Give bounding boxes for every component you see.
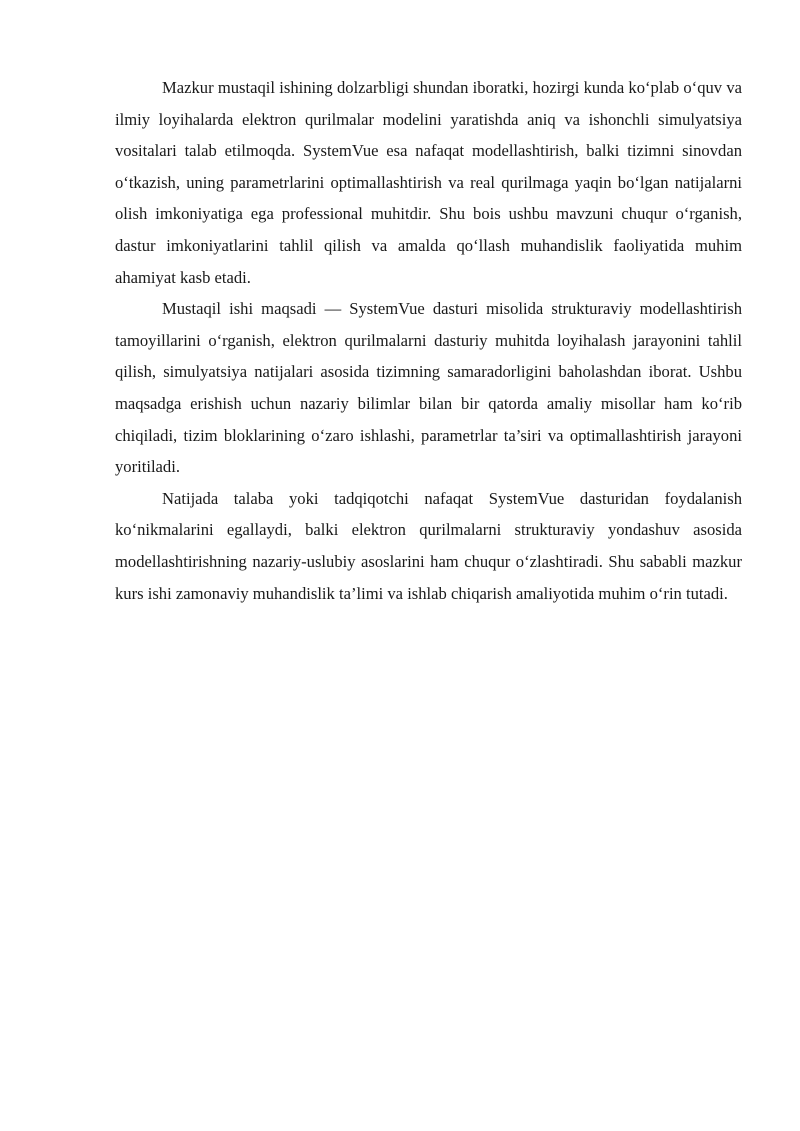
paragraph-relevance: Mazkur mustaqil ishining dolzarbligi shundan iboratki, hozirgi kunda ko‘plab o‘quv va ilmiy loyihalarda elektron qurilmalar modelini yaratishda aniq va ishonchli simulyatsiya vositalari talab etilmoqda. SystemVue esa nafaqat modellashtirish, balki tizimni sinovdan o‘tkazish, uning parametrlarini optimallashtirish va real qurilmaga yaqin bo‘lgan natijalarni olish imkoniyatiga ega professional muhitdir. Shu bois ushbu mavzuni chuqur o‘rganish, dastur imkoniyatlarini tahlil qilish va amalda qo‘llash muhandislik faoliyatida muhim ahamiyat kasb etadi.	[115, 78, 742, 287]
paragraph-conclusion: Natijada talaba yoki tadqiqotchi nafaqat SystemVue dasturidan foydalanish ko‘nikmalarini egallaydi, balki elektron qurilmalarni strukturaviy yondashuv asosida modellashtirishning nazariy-uslubiy asoslarini ham chuqur o‘zlashtiradi. Shu sababli mazkur kurs ishi zamonaviy muhandislik ta’limi va ishlab chiqarish amaliyotida muhim o‘rin tutadi.	[115, 488, 742, 603]
document-body	[115, 72, 742, 609]
paragraph-goal: Mustaqil ishi maqsadi — SystemVue dasturi misolida strukturaviy modellashtirish tamoyillarini o‘rganish, elektron qurilmalarni dasturiy muhitda loyihalash jarayonini tahlil qilish, simulyatsiya natijalari asosida tizimning samaradorligini baholashdan iborat. Ushbu maqsadga erishish uchun nazariy bilimlar bilan bir qatorda amaliy misollar ham ko‘rib chiqiladi, tizim bloklarining o‘zaro ishlashi, parametrlar ta’siri va optimallashtirish jarayoni yoritiladi.	[115, 299, 742, 477]
